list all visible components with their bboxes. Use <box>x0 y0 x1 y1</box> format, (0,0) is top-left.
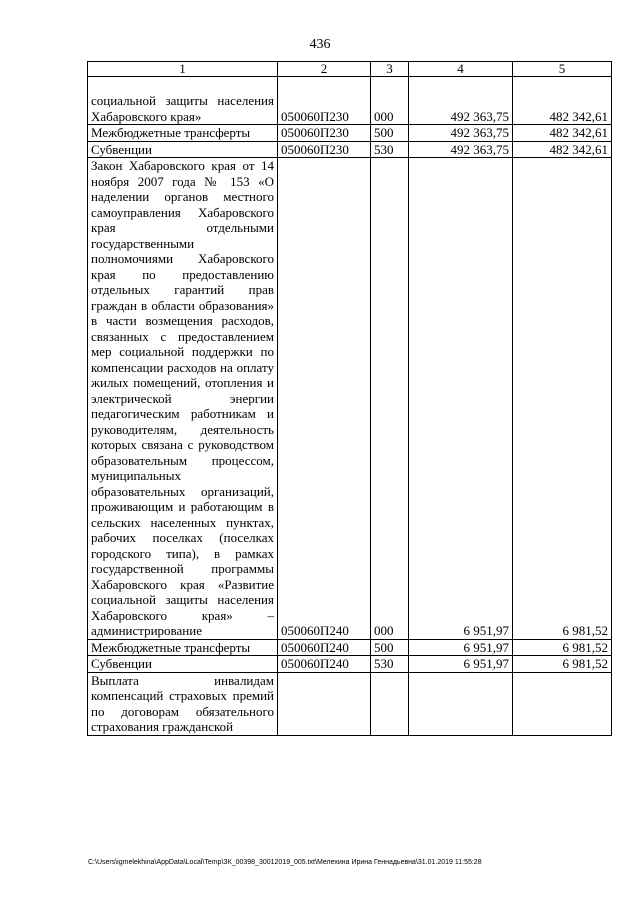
row-amount-year-1: 492 363,75 <box>409 141 513 158</box>
column-header-3: 3 <box>371 62 409 77</box>
table-row <box>88 656 612 673</box>
row-description: Выплата инвалидам компенсаций страховых премий по договорам обязательного страхования гражданской <box>88 672 278 735</box>
table-header-row <box>88 62 612 77</box>
budget-table <box>87 61 612 736</box>
row-amount-year-2: 6 981,52 <box>513 656 612 673</box>
row-amount-year-1: 6 951,97 <box>409 639 513 656</box>
table-row <box>88 158 612 640</box>
row-expense-type: 500 <box>371 125 409 142</box>
row-amount-year-2 <box>513 672 612 735</box>
row-description: Субвенции <box>88 141 278 158</box>
row-expense-type: 000 <box>371 158 409 640</box>
row-amount-year-1: 6 951,97 <box>409 158 513 640</box>
row-target-code: 050060П240 <box>278 158 371 640</box>
document-footer-path: C:\Users\igmelekhina\AppData\Local\Temp\ЗК_00398_30012019_005.txt\Мелехина Ирина Геннадьевна\31.01.2019 11:55:28 <box>88 859 482 866</box>
column-header-5: 5 <box>513 62 612 77</box>
column-header-2: 2 <box>278 62 371 77</box>
row-amount-year-2: 482 342,61 <box>513 125 612 142</box>
table-row <box>88 639 612 656</box>
row-target-code: 050060П230 <box>278 141 371 158</box>
row-target-code: 050060П230 <box>278 77 371 125</box>
table-row <box>88 77 612 125</box>
row-amount-year-2: 482 342,61 <box>513 141 612 158</box>
page-number: 436 <box>309 37 331 52</box>
table-row <box>88 125 612 142</box>
row-amount-year-1 <box>409 672 513 735</box>
row-amount-year-1: 6 951,97 <box>409 656 513 673</box>
row-description: Межбюджетные трансферты <box>88 639 278 656</box>
row-description: Субвенции <box>88 656 278 673</box>
row-expense-type: 500 <box>371 639 409 656</box>
table-row <box>88 141 612 158</box>
row-amount-year-1: 492 363,75 <box>409 125 513 142</box>
row-expense-type <box>371 672 409 735</box>
row-amount-year-1: 492 363,75 <box>409 77 513 125</box>
row-description: Закон Хабаровского края от 14 ноября 2007 года № 153 «О наделении органов местного самоуправления Хабаровского края отдельными государственными полномочиями Хабаровского края по предоставлению отдельных гарантий прав граждан в области образования» в части возмещения расходов, связанных с предоставлением мер социальной поддержки по компенсации расходов на оплату жилых помещений, отопления и электрической энергии педагогическим работникам и руководителям, деятельность которых связана с руководством образовательным процессом, муниципальных образовательных организаций, проживающим и работающим в сельских населенных пунктах, рабочих поселках (поселках городского типа), в рамках государственной программы Хабаровского края «Развитие социальной защиты населения Хабаровского края» – администрирование <box>88 158 278 640</box>
row-target-code <box>278 672 371 735</box>
row-target-code: 050060П240 <box>278 639 371 656</box>
column-header-1: 1 <box>88 62 278 77</box>
row-amount-year-2: 482 342,61 <box>513 77 612 125</box>
row-target-code: 050060П230 <box>278 125 371 142</box>
row-amount-year-2: 6 981,52 <box>513 639 612 656</box>
row-expense-type: 530 <box>371 141 409 158</box>
row-expense-type: 530 <box>371 656 409 673</box>
row-target-code: 050060П240 <box>278 656 371 673</box>
column-header-4: 4 <box>409 62 513 77</box>
table-row <box>88 672 612 735</box>
row-description: социальной защиты населения Хабаровского края» <box>88 77 278 125</box>
row-description: Межбюджетные трансферты <box>88 125 278 142</box>
row-expense-type: 000 <box>371 77 409 125</box>
row-amount-year-2: 6 981,52 <box>513 158 612 640</box>
